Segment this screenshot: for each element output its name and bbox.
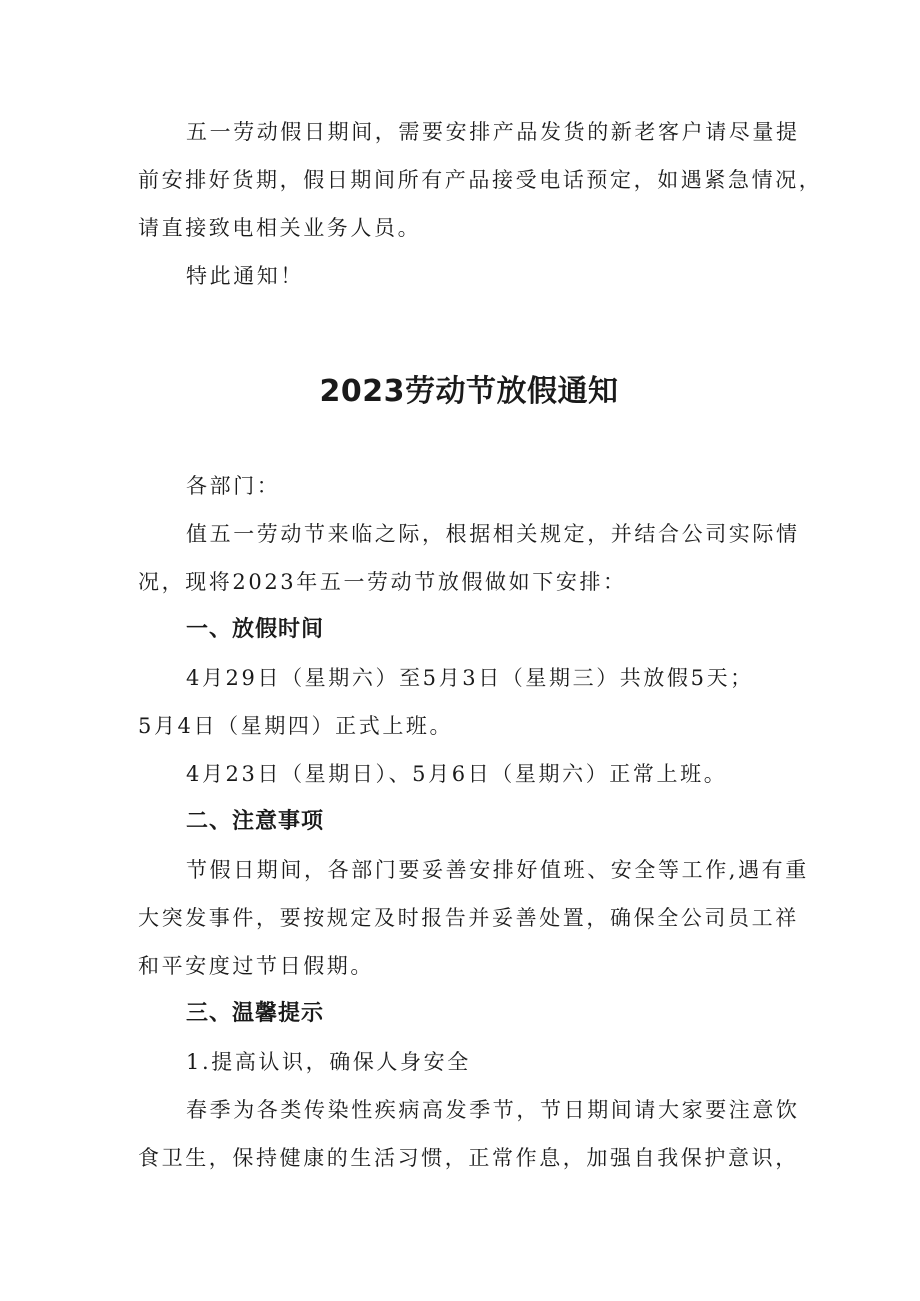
section-3-line-1: 春季为各类传染性疾病高发季节，节日期间请大家要注意饮 [186, 1098, 800, 1122]
opening-line-1: 值五一劳动节来临之际，根据相关规定，并结合公司实际情 [186, 522, 800, 546]
intro-line-2: 前安排好货期，假日期间所有产品接受电话预定，如遇紧急情况， [138, 168, 823, 192]
section-3-line-2: 食卫生，保持健康的生活习惯，正常作息，加强自我保护意识， [138, 1146, 799, 1170]
intro-line-3: 请直接致电相关业务人员。 [138, 216, 422, 240]
section-1-line-1: 4月29日（星期六）至5月3日（星期三）共放假5天； [186, 666, 754, 690]
section-1-line-2: 5月4日（星期四）正式上班。 [138, 714, 454, 738]
section-2-body [138, 846, 809, 990]
document-page [138, 108, 823, 1182]
section-2-heading: 二、注意事项 [186, 809, 325, 834]
opening-paragraph [138, 510, 800, 606]
section-3-item-1-title: 1.提高认识，确保人身安全 [186, 1050, 471, 1074]
intro-paragraph [138, 108, 823, 252]
section-2-line-1: 节假日期间，各部门要妥善安排好值班、安全等工作,遇有重 [186, 858, 809, 882]
section-1-body [138, 654, 800, 798]
section-2-line-3: 和平安度过节日假期。 [138, 954, 374, 978]
section-3-heading: 三、温馨提示 [186, 1001, 325, 1026]
document-title: 2023劳动节放假通知 [319, 374, 619, 409]
opening-line-2: 况，现将2023年五一劳动节放假做如下安排： [138, 570, 627, 594]
section-2-line-2: 大突发事件，要按规定及时报告并妥善处置，确保全公司员工祥 [138, 906, 799, 930]
intro-closing: 特此通知！ [186, 264, 304, 288]
salutation: 各部门： [186, 474, 281, 498]
section-3-item-1-body [138, 1086, 800, 1182]
intro-line-1: 五一劳动假日期间，需要安排产品发货的新老客户请尽量提 [186, 120, 800, 144]
section-1-heading: 一、放假时间 [186, 617, 325, 642]
section-1-line-3: 4月23日（星期日）、5月6日（星期六）正常上班。 [186, 762, 728, 786]
